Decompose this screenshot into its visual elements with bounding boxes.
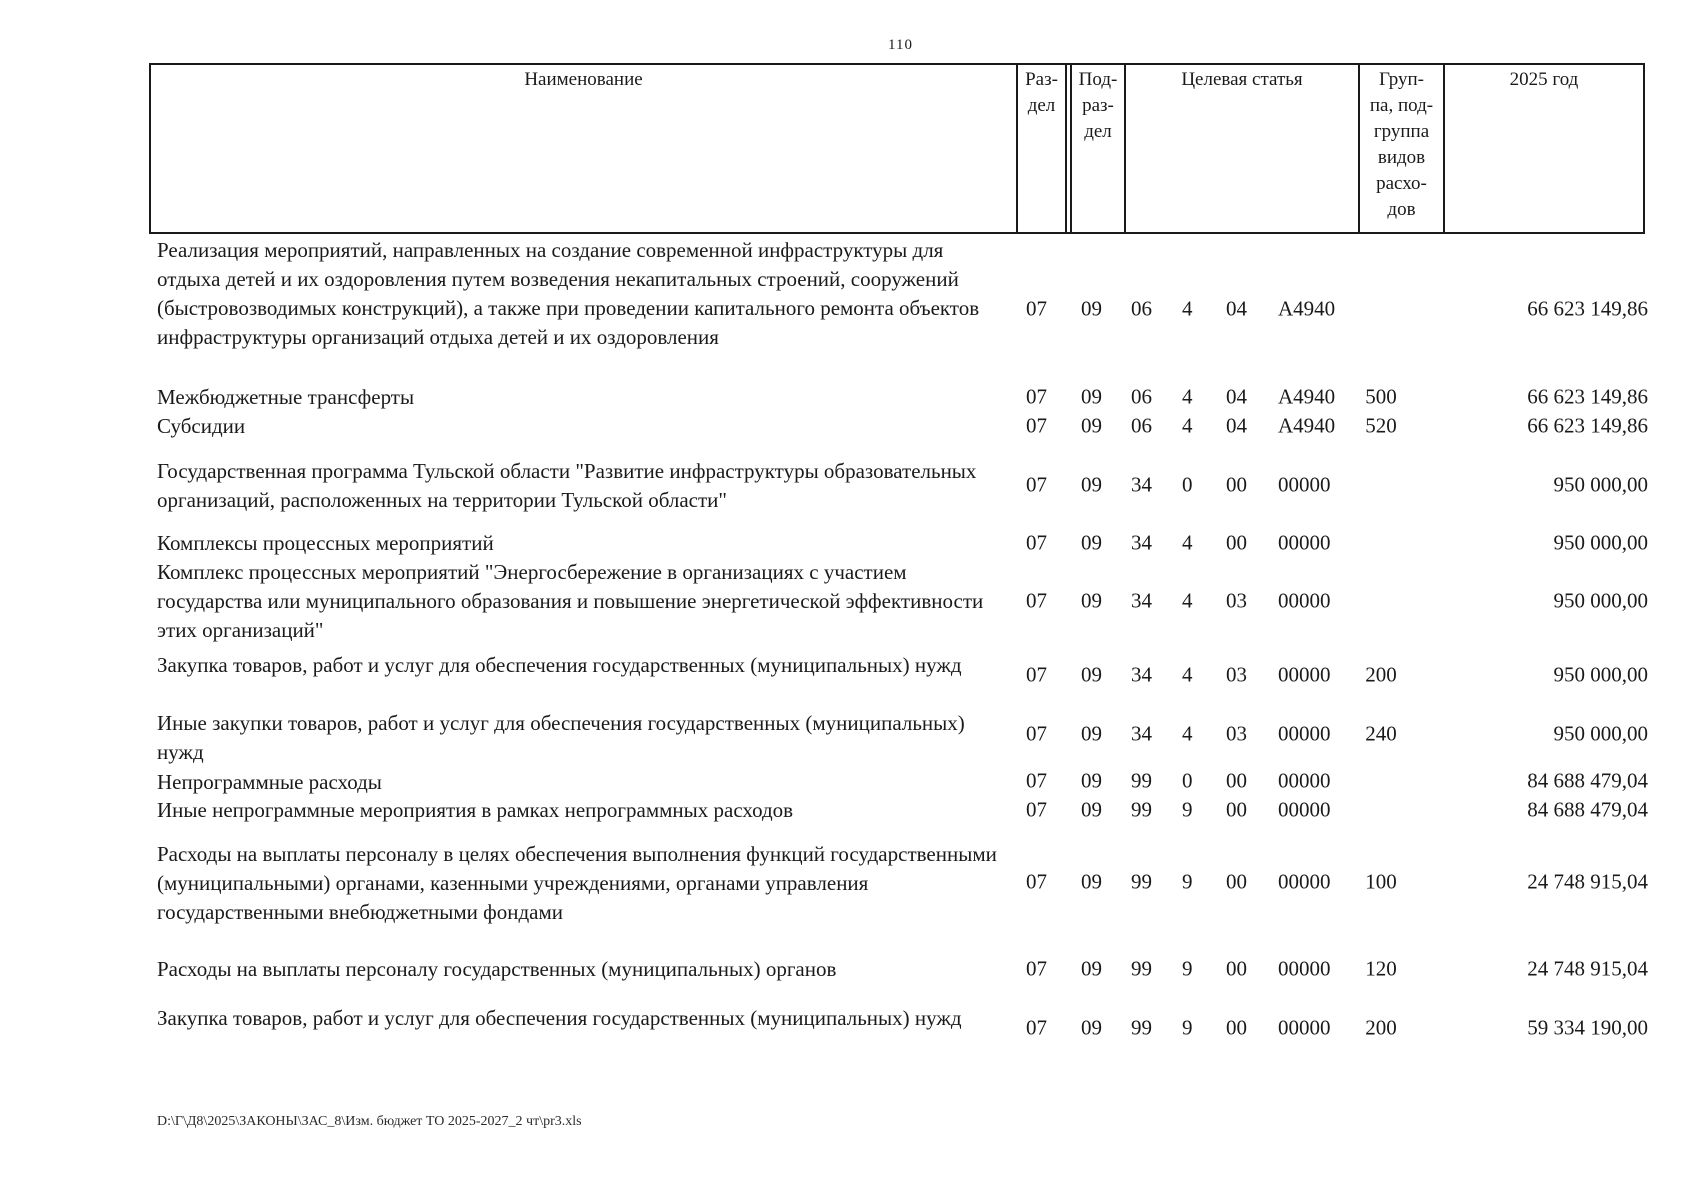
podrazdel-cell: 09	[1081, 588, 1102, 613]
target-subprogram-cell: 00	[1226, 530, 1247, 555]
target-type-cell: 4	[1182, 721, 1193, 746]
header-podrazdel-line: раз-	[1082, 95, 1114, 116]
podrazdel-cell: 09	[1081, 1015, 1102, 1040]
target-program-cell: 99	[1131, 956, 1152, 981]
podrazdel-cell: 09	[1081, 956, 1102, 981]
target-direction-cell: 00000	[1278, 869, 1331, 894]
row-name: Иные закупки товаров, работ и услуг для обеспечения государственных (муниципальных) нужд	[157, 711, 965, 764]
podrazdel-cell: 09	[1081, 768, 1102, 793]
target-type-cell: 4	[1182, 384, 1193, 409]
target-direction-cell: А4940	[1278, 413, 1336, 438]
row-name: Комплексы процессных мероприятий	[157, 531, 494, 555]
row-name: Закупка товаров, работ и услуг для обеспечения государственных (муниципальных) нужд	[157, 1006, 962, 1030]
header-podrazdel-line: Под-	[1078, 69, 1118, 90]
target-subprogram-cell: 00	[1226, 1015, 1247, 1040]
target-program-cell: 34	[1131, 662, 1152, 687]
target-subprogram-cell: 00	[1226, 768, 1247, 793]
header-group	[1360, 65, 1443, 232]
target-subprogram-cell: 04	[1226, 296, 1247, 321]
target-direction-cell: 00000	[1278, 588, 1331, 613]
target-program-cell: 99	[1131, 869, 1152, 894]
target-direction-cell: 00000	[1278, 721, 1331, 746]
header-target	[1126, 65, 1358, 232]
target-direction-cell: 00000	[1278, 1015, 1331, 1040]
razdel-cell: 07	[1026, 956, 1047, 981]
group-cell: 200	[1365, 662, 1397, 687]
razdel-cell: 07	[1026, 588, 1047, 613]
razdel-cell: 07	[1026, 1015, 1047, 1040]
target-type-cell: 9	[1182, 869, 1193, 894]
target-subprogram-cell: 04	[1226, 384, 1247, 409]
amount-cell: 84 688 479,04	[1527, 797, 1648, 822]
target-type-cell: 4	[1182, 662, 1193, 687]
target-type-cell: 9	[1182, 956, 1193, 981]
target-program-cell: 34	[1131, 472, 1152, 497]
group-cell: 200	[1365, 1015, 1397, 1040]
target-program-cell: 34	[1131, 721, 1152, 746]
target-program-cell: 34	[1131, 588, 1152, 613]
row-name: Расходы на выплаты персоналу в целях обеспечения выполнения функций государственными (муниципальными) органами, казенными учреждениями, органами управления государственными внебюджетными фондами	[157, 842, 997, 924]
header-group-line: дов	[1387, 199, 1416, 220]
row-name: Межбюджетные трансферты	[157, 385, 415, 409]
target-program-cell: 99	[1131, 1015, 1152, 1040]
podrazdel-cell: 09	[1081, 869, 1102, 894]
target-program-cell: 06	[1131, 296, 1152, 321]
amount-cell: 950 000,00	[1553, 721, 1648, 746]
amount-cell: 66 623 149,86	[1527, 384, 1648, 409]
target-direction-cell: 00000	[1278, 472, 1331, 497]
header-name	[151, 65, 1016, 232]
podrazdel-cell: 09	[1081, 530, 1102, 555]
amount-cell: 950 000,00	[1553, 530, 1648, 555]
row-name: Закупка товаров, работ и услуг для обеспечения государственных (муниципальных) нужд	[157, 653, 962, 677]
amount-cell: 84 688 479,04	[1527, 768, 1648, 793]
razdel-cell: 07	[1026, 869, 1047, 894]
header-group-line: расхо-	[1376, 173, 1427, 194]
razdel-cell: 07	[1026, 530, 1047, 555]
row-name: Иные непрограммные мероприятия в рамках непрограммных расходов	[157, 798, 794, 822]
page-number: 110	[888, 37, 913, 53]
header-year-label: 2025 год	[1509, 69, 1579, 90]
razdel-cell: 07	[1026, 413, 1047, 438]
target-program-cell: 06	[1131, 413, 1152, 438]
target-type-cell: 4	[1182, 588, 1193, 613]
podrazdel-cell: 09	[1081, 384, 1102, 409]
amount-cell: 950 000,00	[1553, 662, 1648, 687]
header-group-line: группа	[1373, 121, 1430, 142]
row-name: Комплекс процессных мероприятий "Энергосбережение в организациях с участием государства или муниципального образования и повышение энергетической эффективности этих организаций"	[157, 560, 984, 642]
group-cell: 500	[1365, 384, 1397, 409]
podrazdel-cell: 09	[1081, 472, 1102, 497]
razdel-cell: 07	[1026, 384, 1047, 409]
target-direction-cell: А4940	[1278, 384, 1336, 409]
group-cell: 100	[1365, 869, 1397, 894]
amount-cell: 950 000,00	[1553, 588, 1648, 613]
header-razdel-line: Раз-	[1025, 69, 1058, 90]
amount-cell: 24 748 915,04	[1527, 869, 1648, 894]
target-subprogram-cell: 00	[1226, 797, 1247, 822]
header-name-label: Наименование	[524, 69, 643, 90]
podrazdel-cell: 09	[1081, 797, 1102, 822]
target-subprogram-cell: 00	[1226, 869, 1247, 894]
target-program-cell: 99	[1131, 797, 1152, 822]
target-subprogram-cell: 03	[1226, 721, 1247, 746]
target-program-cell: 06	[1131, 384, 1152, 409]
target-direction-cell: 00000	[1278, 797, 1331, 822]
header-divider	[1065, 65, 1067, 232]
row-name: Государственная программа Тульской области "Развитие инфраструктуры образовательных организаций, расположенных на территории Тульской области"	[157, 459, 977, 512]
target-direction-cell: 00000	[1278, 662, 1331, 687]
row-name: Субсидии	[157, 414, 246, 438]
target-direction-cell: 00000	[1278, 956, 1331, 981]
header-razdel	[1018, 65, 1065, 232]
amount-cell: 59 334 190,00	[1527, 1015, 1648, 1040]
razdel-cell: 07	[1026, 296, 1047, 321]
amount-cell: 950 000,00	[1553, 472, 1648, 497]
amount-cell: 24 748 915,04	[1527, 956, 1648, 981]
header-podrazdel-line: дел	[1084, 121, 1112, 142]
header-group-line: па, под-	[1369, 95, 1434, 116]
header-group-line: Груп-	[1378, 69, 1425, 90]
file-path-footer: D:\Г\Д8\2025\ЗАКОНЫ\ЗАС_8\Изм. бюджет ТО 2025-2027_2 чт\pr3.xls	[157, 1114, 582, 1129]
row-name: Реализация мероприятий, направленных на создание современной инфраструктуры для отдыха детей и их оздоровления путем возведения некапитальных строений, сооружений (быстровозводимых конструкций), а также при проведении капитального ремонта объектов инфраструктуры организаций отдыха детей и их оздоровления	[157, 238, 980, 349]
podrazdel-cell: 09	[1081, 296, 1102, 321]
podrazdel-cell: 09	[1081, 721, 1102, 746]
group-cell: 120	[1365, 956, 1397, 981]
amount-cell: 66 623 149,86	[1527, 413, 1648, 438]
razdel-cell: 07	[1026, 797, 1047, 822]
row-name: Расходы на выплаты персоналу государственных (муниципальных) органов	[157, 957, 837, 981]
target-type-cell: 9	[1182, 1015, 1193, 1040]
header-razdel-line: дел	[1027, 95, 1056, 116]
target-subprogram-cell: 00	[1226, 956, 1247, 981]
header-podrazdel	[1072, 65, 1124, 232]
razdel-cell: 07	[1026, 662, 1047, 687]
target-type-cell: 0	[1182, 472, 1193, 497]
razdel-cell: 07	[1026, 472, 1047, 497]
target-direction-cell: А4940	[1278, 296, 1336, 321]
target-program-cell: 34	[1131, 530, 1152, 555]
amount-cell: 66 623 149,86	[1527, 296, 1648, 321]
target-direction-cell: 00000	[1278, 768, 1331, 793]
target-type-cell: 4	[1182, 296, 1193, 321]
podrazdel-cell: 09	[1081, 413, 1102, 438]
target-program-cell: 99	[1131, 768, 1152, 793]
target-subprogram-cell: 03	[1226, 588, 1247, 613]
target-type-cell: 9	[1182, 797, 1193, 822]
target-subprogram-cell: 04	[1226, 413, 1247, 438]
target-subprogram-cell: 00	[1226, 472, 1247, 497]
razdel-cell: 07	[1026, 721, 1047, 746]
row-name: Непрограммные расходы	[157, 770, 382, 794]
header-group-line: видов	[1377, 147, 1426, 168]
target-type-cell: 0	[1182, 768, 1193, 793]
header-target-label: Целевая статья	[1181, 69, 1303, 90]
header-year	[1445, 65, 1643, 232]
razdel-cell: 07	[1026, 768, 1047, 793]
target-direction-cell: 00000	[1278, 530, 1331, 555]
target-subprogram-cell: 03	[1226, 662, 1247, 687]
table-header	[149, 63, 1645, 234]
group-cell: 520	[1365, 413, 1397, 438]
target-type-cell: 4	[1182, 413, 1193, 438]
podrazdel-cell: 09	[1081, 662, 1102, 687]
group-cell: 240	[1365, 721, 1397, 746]
target-type-cell: 4	[1182, 530, 1193, 555]
